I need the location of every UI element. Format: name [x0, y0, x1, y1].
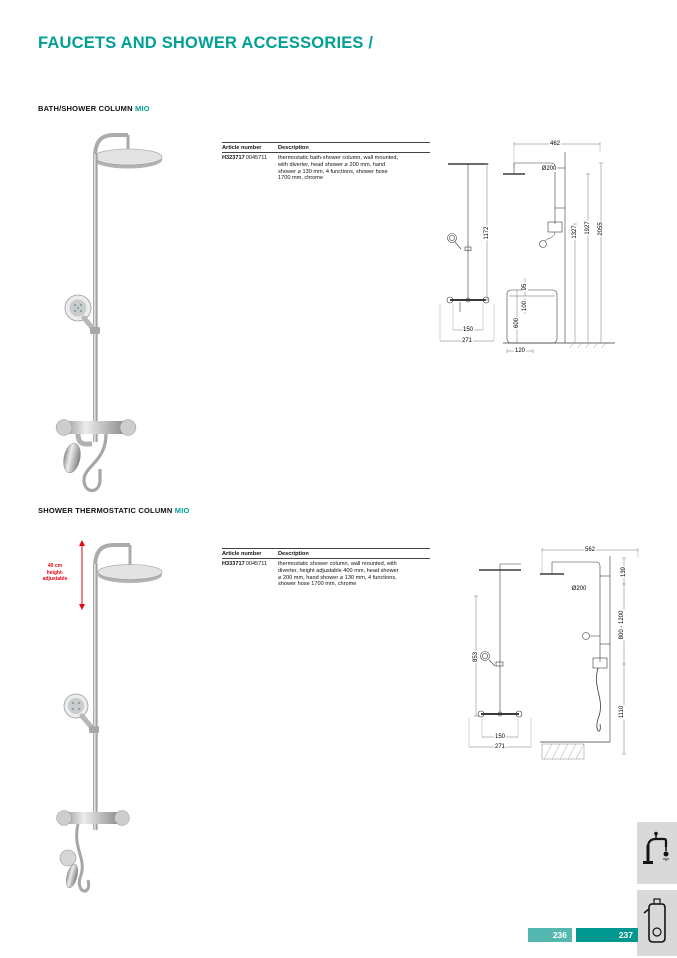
height-adjustable-note [34, 563, 76, 583]
description-line: shower ⌀ 130 mm, 4 functions, shower hose [278, 168, 388, 175]
note-line: adjustable [42, 576, 68, 582]
description-line: 1700 mm, chrome [278, 175, 324, 182]
category-tab-shower-columns [637, 890, 677, 956]
description-line: ⌀ 200 mm, hand shower ⌀ 130 mm, 4 functions, [278, 574, 397, 581]
description-line: with diverter, head shower ⌀ 200 mm, hand [278, 161, 386, 168]
height-adjustable-arrow-icon [76, 540, 88, 610]
article-number-bold: H323717 [222, 155, 245, 161]
col-header-article-number: Article number [222, 550, 262, 557]
dim-head-diameter-1: Ø200 [541, 166, 557, 172]
dim-100: 100 [522, 300, 528, 312]
dim-2055: 2055 [598, 222, 604, 236]
spec-table-bath-shower [222, 142, 430, 182]
note-line: height- [46, 569, 64, 576]
dim-800-1200: 800 - 1200 [619, 610, 625, 640]
tech-drawing-side-view-2 [540, 544, 645, 766]
shower-column-icon [642, 898, 672, 948]
faucet-icon [642, 831, 672, 876]
dim-150: 150 [462, 327, 474, 333]
article-number-cell [222, 561, 278, 588]
page-number-left: 236 [528, 928, 572, 942]
product-photo-bath-shower-column [48, 124, 206, 496]
article-number-cell [222, 155, 278, 182]
description-line: thermostatic bath-shower column, wall mounted, [278, 155, 399, 161]
col-header-article-number: Article number [222, 144, 262, 151]
page-title: FAUCETS AND SHOWER ACCESSORIES / [38, 34, 374, 52]
page-number-right: 237 [576, 928, 638, 942]
dim-562: 562 [584, 547, 596, 553]
dim-271: 271 [494, 744, 506, 750]
dim-1172: 1172 [484, 226, 490, 240]
dim-1110: 1110 [619, 705, 625, 719]
description-line: diverter, height adjustable 400 mm, head shower [278, 567, 399, 574]
note-line: 40 cm [47, 563, 63, 569]
dim-1327: 1327 [572, 225, 578, 239]
spec-table-header [222, 142, 430, 153]
dim-95: 95 [522, 283, 528, 291]
dim-139: 139 [621, 566, 627, 578]
section1-heading-text: BATH/SHOWER COLUMN [38, 104, 133, 113]
dim-853: 853 [473, 651, 479, 663]
product-photo-shower-column [48, 528, 180, 908]
description-cell [278, 155, 430, 182]
dim-462: 462 [549, 141, 561, 147]
spec-row [222, 559, 430, 588]
dim-head-diameter-2: Ø200 [571, 586, 587, 592]
tech-drawing-front-view-1 [438, 148, 496, 356]
dim-1927: 1927 [585, 221, 591, 235]
section1-brand: MIO [135, 104, 150, 113]
section2-brand: MIO [174, 506, 190, 515]
section1-heading [38, 104, 150, 113]
article-number-suffix: 0045711 [245, 155, 268, 161]
dim-150: 150 [494, 734, 506, 740]
article-number-suffix: 0045711 [245, 561, 268, 567]
spec-row [222, 153, 430, 182]
description-line: thermostatic shower column, wall mounted, with [278, 561, 397, 567]
dim-271: 271 [461, 338, 473, 344]
description-line: shower hose 1700 mm, chrome [278, 581, 357, 588]
section2-heading [38, 506, 190, 515]
description-cell [278, 561, 430, 588]
col-header-description: Description [278, 144, 309, 151]
spec-table-shower-column [222, 548, 430, 588]
section2-heading-text: SHOWER THERMOSTATIC COLUMN [38, 506, 173, 515]
article-number-bold: H333717 [222, 561, 245, 567]
tech-drawing-side-view-1 [503, 138, 640, 360]
col-header-description: Description [278, 550, 309, 557]
dim-600: 600 [514, 317, 520, 329]
dim-120: 120 [514, 348, 526, 354]
category-tab-faucets [637, 822, 677, 884]
spec-table-header [222, 548, 430, 559]
